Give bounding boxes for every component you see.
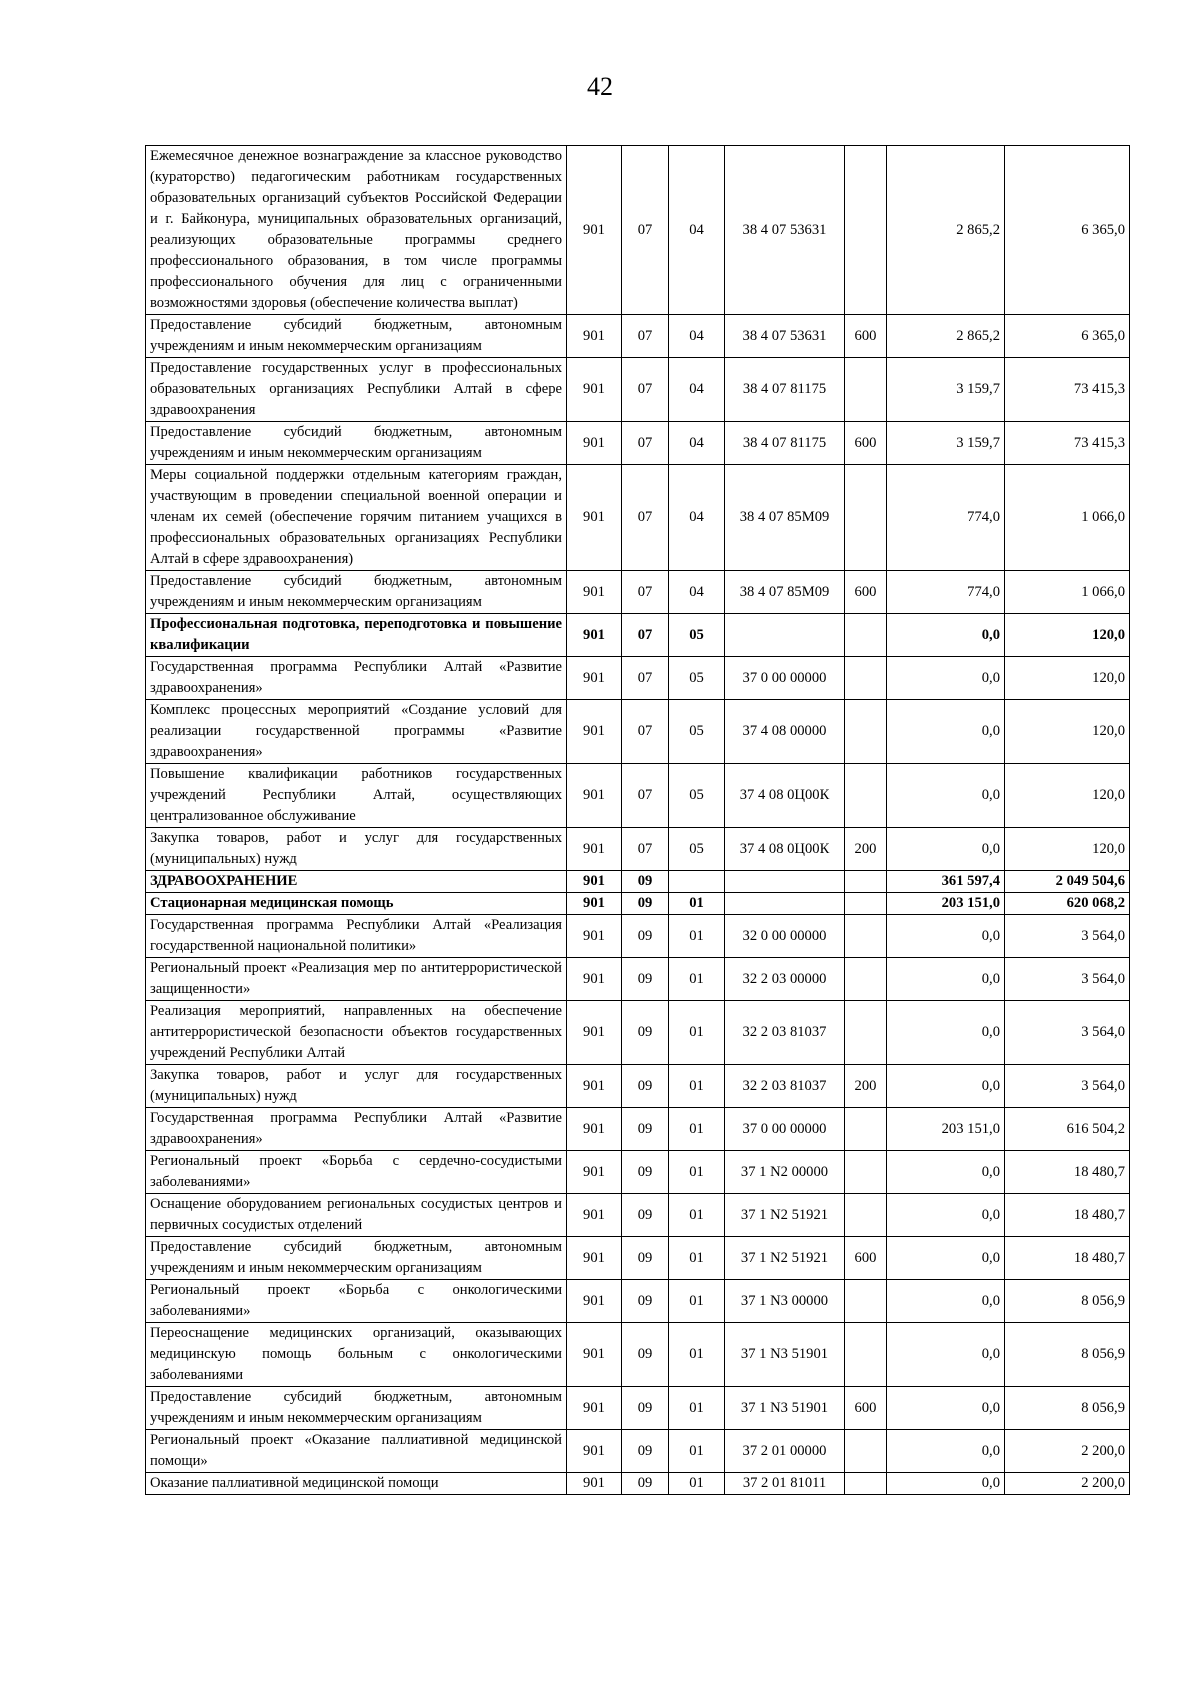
section-code: 07	[622, 571, 669, 614]
subsection-code: 04	[669, 465, 725, 571]
amount-2026: 2 049 504,6	[1005, 871, 1130, 893]
target-article-code: 37 2 01 00000	[725, 1430, 845, 1473]
table-row	[146, 422, 1130, 465]
target-article-code	[725, 893, 845, 915]
target-article-code: 32 0 00 00000	[725, 915, 845, 958]
dept-code: 901	[567, 358, 622, 422]
table-row	[146, 1237, 1130, 1280]
subsection-code: 01	[669, 1065, 725, 1108]
dept-code: 901	[567, 764, 622, 828]
expense-type-code: 200	[845, 828, 887, 871]
section-code: 09	[622, 1108, 669, 1151]
dept-code: 901	[567, 1473, 622, 1495]
subsection-code: 01	[669, 1151, 725, 1194]
dept-code: 901	[567, 315, 622, 358]
row-name: Закупка товаров, работ и услуг для государственных (муниципальных) нужд	[146, 828, 567, 871]
section-code: 09	[622, 1430, 669, 1473]
subsection-code: 05	[669, 657, 725, 700]
table-row	[146, 1323, 1130, 1387]
target-article-code: 32 2 03 81037	[725, 1065, 845, 1108]
row-name: Закупка товаров, работ и услуг для государственных (муниципальных) нужд	[146, 1065, 567, 1108]
amount-2025: 0,0	[887, 764, 1005, 828]
row-name: Государственная программа Республики Алтай «Развитие здравоохранения»	[146, 1108, 567, 1151]
target-article-code: 37 1 N3 51901	[725, 1387, 845, 1430]
table-row	[146, 657, 1130, 700]
section-code: 09	[622, 871, 669, 893]
amount-2026: 18 480,7	[1005, 1151, 1130, 1194]
target-article-code: 37 2 01 81011	[725, 1473, 845, 1495]
section-code: 09	[622, 1151, 669, 1194]
subsection-code: 05	[669, 700, 725, 764]
subsection-code: 01	[669, 915, 725, 958]
expense-type-code	[845, 614, 887, 657]
dept-code: 901	[567, 1280, 622, 1323]
target-article-code: 38 4 07 81175	[725, 358, 845, 422]
target-article-code: 37 4 08 0Ц00К	[725, 764, 845, 828]
amount-2025: 0,0	[887, 828, 1005, 871]
amount-2026: 2 200,0	[1005, 1430, 1130, 1473]
amount-2025: 0,0	[887, 915, 1005, 958]
row-name: Предоставление субсидий бюджетным, автономным учреждениям и иным некоммерческим организациям	[146, 571, 567, 614]
table-row	[146, 700, 1130, 764]
row-name: Профессиональная подготовка, переподготовка и повышение квалификации	[146, 614, 567, 657]
table-row	[146, 764, 1130, 828]
dept-code: 901	[567, 1108, 622, 1151]
amount-2026: 18 480,7	[1005, 1237, 1130, 1280]
section-code: 09	[622, 958, 669, 1001]
subsection-code: 01	[669, 1387, 725, 1430]
amount-2026: 73 415,3	[1005, 358, 1130, 422]
amount-2026: 6 365,0	[1005, 315, 1130, 358]
amount-2026: 6 365,0	[1005, 146, 1130, 315]
row-name: Региональный проект «Борьба с онкологическими заболеваниями»	[146, 1280, 567, 1323]
amount-2026: 3 564,0	[1005, 915, 1130, 958]
row-name: Предоставление государственных услуг в профессиональных образовательных организациях Республики Алтай в сфере здравоохранения	[146, 358, 567, 422]
expense-type-code: 600	[845, 422, 887, 465]
amount-2025: 3 159,7	[887, 422, 1005, 465]
amount-2026: 120,0	[1005, 657, 1130, 700]
section-code: 07	[622, 614, 669, 657]
amount-2026: 120,0	[1005, 764, 1130, 828]
section-code: 09	[622, 1194, 669, 1237]
amount-2026: 120,0	[1005, 828, 1130, 871]
target-article-code	[725, 614, 845, 657]
amount-2025: 0,0	[887, 1001, 1005, 1065]
expense-type-code	[845, 893, 887, 915]
subsection-code: 04	[669, 358, 725, 422]
dept-code: 901	[567, 893, 622, 915]
row-name: ЗДРАВООХРАНЕНИЕ	[146, 871, 567, 893]
expense-type-code: 600	[845, 1387, 887, 1430]
expense-type-code: 600	[845, 315, 887, 358]
subsection-code: 01	[669, 1194, 725, 1237]
amount-2026: 3 564,0	[1005, 1001, 1130, 1065]
table-row	[146, 1151, 1130, 1194]
target-article-code: 38 4 07 81175	[725, 422, 845, 465]
section-code: 07	[622, 146, 669, 315]
dept-code: 901	[567, 465, 622, 571]
amount-2025: 0,0	[887, 1387, 1005, 1430]
amount-2026: 3 564,0	[1005, 958, 1130, 1001]
amount-2026: 8 056,9	[1005, 1323, 1130, 1387]
amount-2026: 2 200,0	[1005, 1473, 1130, 1495]
amount-2026: 8 056,9	[1005, 1280, 1130, 1323]
row-name: Оснащение оборудованием региональных сосудистых центров и первичных сосудистых отделений	[146, 1194, 567, 1237]
expense-type-code: 200	[845, 1065, 887, 1108]
dept-code: 901	[567, 871, 622, 893]
row-name: Повышение квалификации работников государственных учреждений Республики Алтай, осуществляющих централизованное обслуживание	[146, 764, 567, 828]
subsection-code: 01	[669, 893, 725, 915]
dept-code: 901	[567, 1387, 622, 1430]
dept-code: 901	[567, 1194, 622, 1237]
amount-2026: 1 066,0	[1005, 465, 1130, 571]
dept-code: 901	[567, 422, 622, 465]
target-article-code: 37 4 08 00000	[725, 700, 845, 764]
amount-2026: 8 056,9	[1005, 1387, 1130, 1430]
amount-2026: 3 564,0	[1005, 1065, 1130, 1108]
table-row	[146, 1430, 1130, 1473]
amount-2025: 0,0	[887, 657, 1005, 700]
amount-2026: 1 066,0	[1005, 571, 1130, 614]
table-row	[146, 614, 1130, 657]
dept-code: 901	[567, 915, 622, 958]
section-code: 07	[622, 828, 669, 871]
expense-type-code	[845, 1194, 887, 1237]
amount-2025: 0,0	[887, 1237, 1005, 1280]
target-article-code: 37 0 00 00000	[725, 657, 845, 700]
amount-2025: 0,0	[887, 1323, 1005, 1387]
target-article-code: 37 1 N3 00000	[725, 1280, 845, 1323]
row-name: Стационарная медицинская помощь	[146, 893, 567, 915]
section-code: 09	[622, 1323, 669, 1387]
expense-type-code	[845, 657, 887, 700]
amount-2025: 203 151,0	[887, 893, 1005, 915]
target-article-code: 32 2 03 81037	[725, 1001, 845, 1065]
expense-type-code	[845, 1280, 887, 1323]
table-row	[146, 571, 1130, 614]
table-row	[146, 315, 1130, 358]
expense-type-code	[845, 700, 887, 764]
page-number: 42	[587, 72, 613, 101]
table-row	[146, 1387, 1130, 1430]
amount-2026: 120,0	[1005, 700, 1130, 764]
dept-code: 901	[567, 571, 622, 614]
table-row	[146, 1280, 1130, 1323]
amount-2026: 616 504,2	[1005, 1108, 1130, 1151]
subsection-code: 01	[669, 1473, 725, 1495]
section-code: 07	[622, 700, 669, 764]
amount-2025: 0,0	[887, 1280, 1005, 1323]
subsection-code: 01	[669, 1280, 725, 1323]
amount-2025: 2 865,2	[887, 315, 1005, 358]
amount-2025: 2 865,2	[887, 146, 1005, 315]
section-code: 09	[622, 1473, 669, 1495]
expense-type-code	[845, 1151, 887, 1194]
expense-type-code	[845, 358, 887, 422]
target-article-code: 37 1 N3 51901	[725, 1323, 845, 1387]
table-row	[146, 1065, 1130, 1108]
target-article-code: 37 1 N2 51921	[725, 1237, 845, 1280]
row-name: Предоставление субсидий бюджетным, автономным учреждениям и иным некоммерческим организациям	[146, 1387, 567, 1430]
amount-2025: 203 151,0	[887, 1108, 1005, 1151]
row-name: Региональный проект «Борьба с сердечно-сосудистыми заболеваниями»	[146, 1151, 567, 1194]
amount-2026: 120,0	[1005, 614, 1130, 657]
amount-2025: 0,0	[887, 1430, 1005, 1473]
table-row	[146, 828, 1130, 871]
table-row	[146, 1473, 1130, 1495]
table-row	[146, 358, 1130, 422]
amount-2025: 0,0	[887, 1194, 1005, 1237]
dept-code: 901	[567, 657, 622, 700]
expense-type-code: 600	[845, 1237, 887, 1280]
amount-2025: 3 159,7	[887, 358, 1005, 422]
subsection-code: 05	[669, 828, 725, 871]
section-code: 07	[622, 422, 669, 465]
target-article-code: 38 4 07 53631	[725, 315, 845, 358]
subsection-code: 01	[669, 1237, 725, 1280]
row-name: Комплекс процессных мероприятий «Создание условий для реализации государственной программы «Развитие здравоохранения»	[146, 700, 567, 764]
table-row	[146, 1194, 1130, 1237]
dept-code: 901	[567, 1323, 622, 1387]
subsection-code: 04	[669, 146, 725, 315]
subsection-code	[669, 871, 725, 893]
section-code: 07	[622, 465, 669, 571]
row-name: Региональный проект «Оказание паллиативной медицинской помощи»	[146, 1430, 567, 1473]
subsection-code: 04	[669, 571, 725, 614]
expense-type-code	[845, 958, 887, 1001]
table-row	[146, 146, 1130, 315]
amount-2025: 0,0	[887, 700, 1005, 764]
expense-type-code	[845, 1473, 887, 1495]
row-name: Переоснащение медицинских организаций, оказывающих медицинскую помощь больным с онкологическими заболеваниями	[146, 1323, 567, 1387]
subsection-code: 01	[669, 1323, 725, 1387]
target-article-code: 37 1 N2 51921	[725, 1194, 845, 1237]
subsection-code: 04	[669, 422, 725, 465]
subsection-code: 01	[669, 1430, 725, 1473]
target-article-code: 32 2 03 00000	[725, 958, 845, 1001]
section-code: 07	[622, 358, 669, 422]
table-row	[146, 1108, 1130, 1151]
section-code: 09	[622, 1001, 669, 1065]
row-name: Предоставление субсидий бюджетным, автономным учреждениям и иным некоммерческим организациям	[146, 315, 567, 358]
dept-code: 901	[567, 1237, 622, 1280]
dept-code: 901	[567, 700, 622, 764]
table-row	[146, 1001, 1130, 1065]
subsection-code: 05	[669, 614, 725, 657]
row-name: Государственная программа Республики Алтай «Развитие здравоохранения»	[146, 657, 567, 700]
expense-type-code	[845, 764, 887, 828]
subsection-code: 01	[669, 1108, 725, 1151]
row-name: Предоставление субсидий бюджетным, автономным учреждениям и иным некоммерческим организациям	[146, 422, 567, 465]
dept-code: 901	[567, 1151, 622, 1194]
target-article-code: 37 4 08 0Ц00К	[725, 828, 845, 871]
section-code: 09	[622, 1065, 669, 1108]
section-code: 09	[622, 893, 669, 915]
amount-2025: 0,0	[887, 958, 1005, 1001]
row-name: Оказание паллиативной медицинской помощи	[146, 1473, 567, 1495]
section-code: 07	[622, 315, 669, 358]
row-name: Государственная программа Республики Алтай «Реализация государственной национальной политики»	[146, 915, 567, 958]
subsection-code: 05	[669, 764, 725, 828]
row-name: Региональный проект «Реализация мер по антитеррористической защищенности»	[146, 958, 567, 1001]
table-row	[146, 871, 1130, 893]
row-name: Реализация мероприятий, направленных на обеспечение антитеррористической безопасности объектов государственных учреждений Республики Алтай	[146, 1001, 567, 1065]
section-code: 07	[622, 764, 669, 828]
table-row	[146, 958, 1130, 1001]
expense-type-code	[845, 1108, 887, 1151]
amount-2026: 73 415,3	[1005, 422, 1130, 465]
expense-type-code	[845, 1430, 887, 1473]
expense-type-code	[845, 1001, 887, 1065]
section-code: 09	[622, 915, 669, 958]
row-name: Ежемесячное денежное вознаграждение за классное руководство (кураторство) педагогическим работникам государственных образовательных организаций субъектов Российской Федерации и г. Байконура, муниципальных образовательных организаций, реализующих образовательные программы среднего профессионального образования, в том числе программы профессионального обучения для лиц с ограниченными возможностями здоровья (обеспечение количества выплат)	[146, 146, 567, 315]
amount-2025: 774,0	[887, 465, 1005, 571]
budget-table	[145, 145, 1130, 1495]
row-name: Меры социальной поддержки отдельным категориям граждан, участвующим в проведении специальной военной операции и членам их семей (обеспечение горячим питанием учащихся в профессиональных образовательных организациях Республики Алтай в сфере здравоохранения)	[146, 465, 567, 571]
dept-code: 901	[567, 1430, 622, 1473]
section-code: 09	[622, 1280, 669, 1323]
expense-type-code	[845, 146, 887, 315]
table-body	[146, 146, 1130, 1495]
expense-type-code	[845, 1323, 887, 1387]
dept-code: 901	[567, 1065, 622, 1108]
subsection-code: 01	[669, 1001, 725, 1065]
target-article-code: 38 4 07 85М09	[725, 571, 845, 614]
row-name: Предоставление субсидий бюджетным, автономным учреждениям и иным некоммерческим организациям	[146, 1237, 567, 1280]
amount-2025: 774,0	[887, 571, 1005, 614]
section-code: 07	[622, 657, 669, 700]
amount-2025: 0,0	[887, 1065, 1005, 1108]
expense-type-code	[845, 915, 887, 958]
target-article-code: 37 1 N2 00000	[725, 1151, 845, 1194]
dept-code: 901	[567, 958, 622, 1001]
target-article-code: 37 0 00 00000	[725, 1108, 845, 1151]
amount-2025: 0,0	[887, 1151, 1005, 1194]
expense-type-code: 600	[845, 571, 887, 614]
amount-2025: 0,0	[887, 614, 1005, 657]
expense-type-code	[845, 465, 887, 571]
expense-type-code	[845, 871, 887, 893]
dept-code: 901	[567, 828, 622, 871]
dept-code: 901	[567, 1001, 622, 1065]
target-article-code	[725, 871, 845, 893]
table-row	[146, 893, 1130, 915]
subsection-code: 01	[669, 958, 725, 1001]
table-row	[146, 915, 1130, 958]
amount-2025: 361 597,4	[887, 871, 1005, 893]
amount-2026: 18 480,7	[1005, 1194, 1130, 1237]
dept-code: 901	[567, 146, 622, 315]
amount-2026: 620 068,2	[1005, 893, 1130, 915]
section-code: 09	[622, 1237, 669, 1280]
amount-2025: 0,0	[887, 1473, 1005, 1495]
dept-code: 901	[567, 614, 622, 657]
target-article-code: 38 4 07 53631	[725, 146, 845, 315]
subsection-code: 04	[669, 315, 725, 358]
section-code: 09	[622, 1387, 669, 1430]
target-article-code: 38 4 07 85М09	[725, 465, 845, 571]
table-row	[146, 465, 1130, 571]
